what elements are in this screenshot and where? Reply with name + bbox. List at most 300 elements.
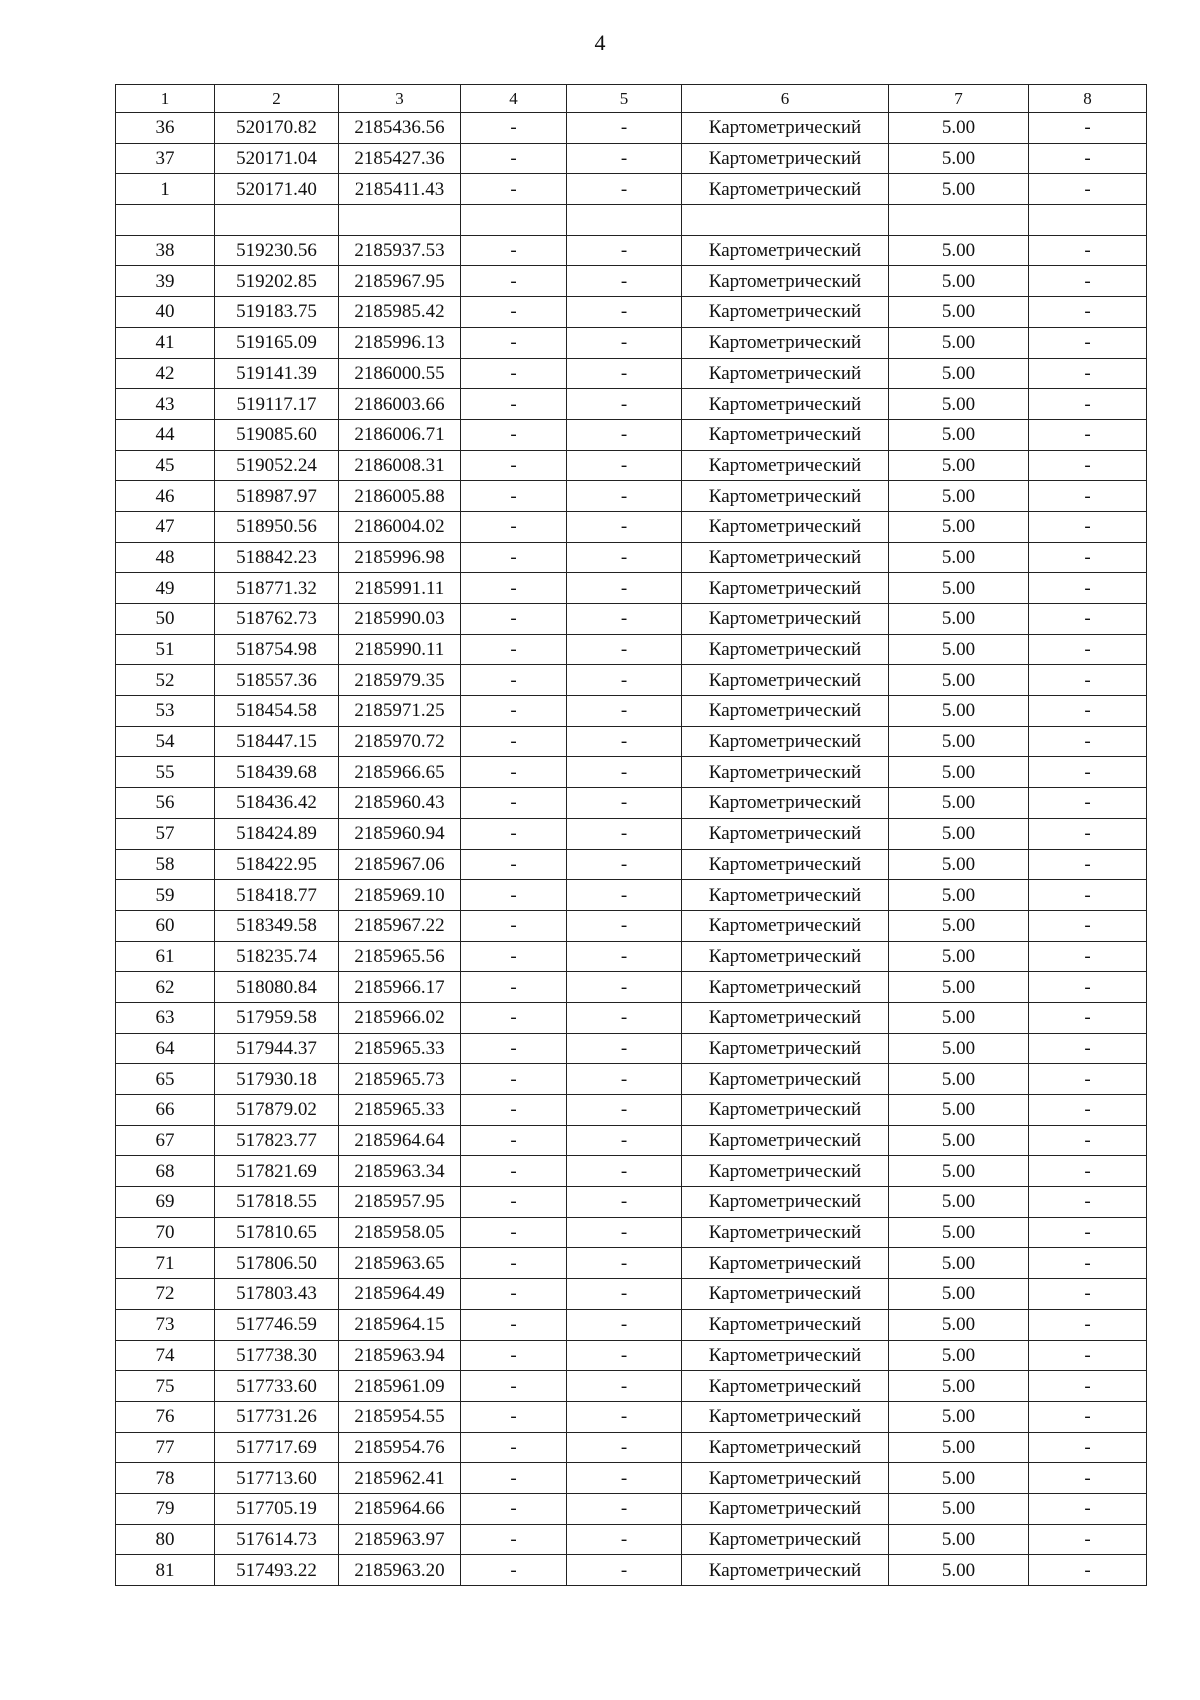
- x-coordinate-cell: 518447.15: [215, 726, 339, 757]
- point-number-cell: 53: [116, 696, 215, 727]
- y-coordinate-cell: 2185969.10: [339, 880, 461, 911]
- col8-cell: -: [1029, 696, 1147, 727]
- method-cell: Картометрический: [682, 1340, 889, 1371]
- x-coordinate-cell: 517806.50: [215, 1248, 339, 1279]
- method-cell: Картометрический: [682, 481, 889, 512]
- method-cell: Картометрический: [682, 358, 889, 389]
- table-row: [116, 1432, 1147, 1463]
- method-cell: Картометрический: [682, 818, 889, 849]
- accuracy-cell: 5.00: [889, 788, 1029, 819]
- coordinates-table: [115, 84, 1147, 1586]
- y-coordinate-cell: 2185964.49: [339, 1279, 461, 1310]
- accuracy-cell: 5.00: [889, 818, 1029, 849]
- point-number-cell: 69: [116, 1187, 215, 1218]
- table-row: [116, 910, 1147, 941]
- table-row: [116, 389, 1147, 420]
- table-row: [116, 1156, 1147, 1187]
- x-coordinate-cell: 518349.58: [215, 910, 339, 941]
- table-row: [116, 511, 1147, 542]
- table-row: [116, 1463, 1147, 1494]
- col8-cell: -: [1029, 972, 1147, 1003]
- point-number-cell: 77: [116, 1432, 215, 1463]
- col5-cell: -: [567, 511, 682, 542]
- y-coordinate-cell: 2185990.11: [339, 634, 461, 665]
- y-coordinate-cell: 2185966.17: [339, 972, 461, 1003]
- accuracy-cell: 5.00: [889, 634, 1029, 665]
- col8-cell: -: [1029, 1217, 1147, 1248]
- x-coordinate-cell: 517810.65: [215, 1217, 339, 1248]
- col4-cell: -: [461, 818, 567, 849]
- col5-cell: -: [567, 726, 682, 757]
- col8-cell: -: [1029, 1493, 1147, 1524]
- point-number-cell: 48: [116, 542, 215, 573]
- col5-cell: -: [567, 1217, 682, 1248]
- table-row: [116, 1340, 1147, 1371]
- y-coordinate-cell: 2185990.03: [339, 604, 461, 635]
- col4-cell: -: [461, 849, 567, 880]
- y-coordinate-cell: 2186008.31: [339, 450, 461, 481]
- col5-cell: -: [567, 1524, 682, 1555]
- point-number-cell: 44: [116, 419, 215, 450]
- accuracy-cell: 5.00: [889, 1033, 1029, 1064]
- col4-cell: -: [461, 1555, 567, 1586]
- y-coordinate-cell: 2185971.25: [339, 696, 461, 727]
- point-number-cell: 42: [116, 358, 215, 389]
- x-coordinate-cell: 519183.75: [215, 297, 339, 328]
- accuracy-cell: 5.00: [889, 1463, 1029, 1494]
- y-coordinate-cell: 2185954.55: [339, 1401, 461, 1432]
- method-cell: Картометрический: [682, 143, 889, 174]
- table-row: [116, 113, 1147, 144]
- col5-cell: -: [567, 941, 682, 972]
- method-cell: Картометрический: [682, 1002, 889, 1033]
- table-row: [116, 972, 1147, 1003]
- x-coordinate-cell: 518436.42: [215, 788, 339, 819]
- col5-cell: -: [567, 1095, 682, 1126]
- x-coordinate-cell: 518771.32: [215, 573, 339, 604]
- x-coordinate-cell: 517879.02: [215, 1095, 339, 1126]
- x-coordinate-cell: 517821.69: [215, 1156, 339, 1187]
- point-number-cell: 62: [116, 972, 215, 1003]
- col4-cell: -: [461, 880, 567, 911]
- accuracy-cell: 5.00: [889, 1002, 1029, 1033]
- accuracy-cell: 5.00: [889, 113, 1029, 144]
- x-coordinate-cell: 517705.19: [215, 1493, 339, 1524]
- col4-cell: -: [461, 1463, 567, 1494]
- method-cell: Картометрический: [682, 941, 889, 972]
- y-coordinate-cell: 2185961.09: [339, 1371, 461, 1402]
- method-cell: Картометрический: [682, 880, 889, 911]
- col4-cell: -: [461, 358, 567, 389]
- accuracy-cell: 5.00: [889, 327, 1029, 358]
- point-number-cell: 73: [116, 1309, 215, 1340]
- x-coordinate-cell: 520171.40: [215, 174, 339, 205]
- accuracy-cell: 5.00: [889, 297, 1029, 328]
- y-coordinate-cell: 2185960.43: [339, 788, 461, 819]
- y-coordinate-cell: 2185967.22: [339, 910, 461, 941]
- table-row: [116, 941, 1147, 972]
- method-cell: Картометрический: [682, 910, 889, 941]
- col8-cell: -: [1029, 1187, 1147, 1218]
- point-number-cell: 57: [116, 818, 215, 849]
- col4-cell: -: [461, 1095, 567, 1126]
- col8-cell: -: [1029, 389, 1147, 420]
- table-row: [116, 450, 1147, 481]
- table-row: [116, 849, 1147, 880]
- point-number-cell: 37: [116, 143, 215, 174]
- x-coordinate-cell: 519085.60: [215, 419, 339, 450]
- col4-cell: -: [461, 1156, 567, 1187]
- col4-cell: -: [461, 481, 567, 512]
- col4-cell: -: [461, 573, 567, 604]
- y-coordinate-cell: 2185966.02: [339, 1002, 461, 1033]
- point-number-cell: 52: [116, 665, 215, 696]
- col5-cell: -: [567, 450, 682, 481]
- col8-cell: -: [1029, 634, 1147, 665]
- col8-cell: -: [1029, 297, 1147, 328]
- x-coordinate-cell: 518080.84: [215, 972, 339, 1003]
- col8-cell: -: [1029, 757, 1147, 788]
- table-row: [116, 604, 1147, 635]
- col4-cell: -: [461, 757, 567, 788]
- col8-cell: -: [1029, 604, 1147, 635]
- col8-cell: -: [1029, 1002, 1147, 1033]
- col8-cell: -: [1029, 1033, 1147, 1064]
- table-row: [116, 665, 1147, 696]
- col5-cell: -: [567, 1555, 682, 1586]
- point-number-cell: 50: [116, 604, 215, 635]
- table-row: [116, 297, 1147, 328]
- col5-cell: -: [567, 419, 682, 450]
- point-number-cell: 71: [116, 1248, 215, 1279]
- point-number-cell: 68: [116, 1156, 215, 1187]
- x-coordinate-cell: 518439.68: [215, 757, 339, 788]
- accuracy-cell: 5.00: [889, 573, 1029, 604]
- col5-cell: -: [567, 573, 682, 604]
- accuracy-cell: 5.00: [889, 910, 1029, 941]
- point-number-cell: 40: [116, 297, 215, 328]
- table-row: [116, 143, 1147, 174]
- col5-cell: -: [567, 389, 682, 420]
- col8-cell: -: [1029, 849, 1147, 880]
- x-coordinate-cell: 517738.30: [215, 1340, 339, 1371]
- y-coordinate-cell: 2185963.97: [339, 1524, 461, 1555]
- accuracy-cell: 5.00: [889, 696, 1029, 727]
- y-coordinate-cell: 2185427.36: [339, 143, 461, 174]
- y-coordinate-cell: 2186005.88: [339, 481, 461, 512]
- method-cell: Картометрический: [682, 604, 889, 635]
- method-cell: Картометрический: [682, 389, 889, 420]
- col5-cell: -: [567, 1156, 682, 1187]
- accuracy-cell: 5.00: [889, 1555, 1029, 1586]
- accuracy-cell: 5.00: [889, 481, 1029, 512]
- method-cell: Картометрический: [682, 1033, 889, 1064]
- x-coordinate-cell: 517731.26: [215, 1401, 339, 1432]
- accuracy-cell: 5.00: [889, 972, 1029, 1003]
- point-number-cell: 41: [116, 327, 215, 358]
- method-cell: Картометрический: [682, 174, 889, 205]
- col4-cell: -: [461, 1002, 567, 1033]
- x-coordinate-cell: 518235.74: [215, 941, 339, 972]
- col5-cell: -: [567, 1463, 682, 1494]
- table-row: [116, 1248, 1147, 1279]
- column-header: 3: [339, 85, 461, 113]
- col8-cell: -: [1029, 113, 1147, 144]
- col5-cell: -: [567, 266, 682, 297]
- method-cell: Картометрический: [682, 266, 889, 297]
- y-coordinate-cell: 2185954.76: [339, 1432, 461, 1463]
- accuracy-cell: 5.00: [889, 1309, 1029, 1340]
- col5-cell: -: [567, 634, 682, 665]
- accuracy-cell: 5.00: [889, 266, 1029, 297]
- col8-cell: -: [1029, 481, 1147, 512]
- x-coordinate-cell: 517944.37: [215, 1033, 339, 1064]
- y-coordinate-cell: 2185411.43: [339, 174, 461, 205]
- y-coordinate-cell: 2185967.06: [339, 849, 461, 880]
- column-header: 1: [116, 85, 215, 113]
- point-number-cell: 64: [116, 1033, 215, 1064]
- col4-cell: -: [461, 1401, 567, 1432]
- col4-cell: -: [461, 726, 567, 757]
- point-number-cell: 43: [116, 389, 215, 420]
- col4-cell: -: [461, 665, 567, 696]
- col8-cell: -: [1029, 818, 1147, 849]
- col8-cell: -: [1029, 1064, 1147, 1095]
- table-row: [116, 327, 1147, 358]
- column-header: 2: [215, 85, 339, 113]
- table-row: [116, 1401, 1147, 1432]
- col5-cell: -: [567, 1309, 682, 1340]
- accuracy-cell: 5.00: [889, 450, 1029, 481]
- col5-cell: -: [567, 297, 682, 328]
- y-coordinate-cell: 2185965.33: [339, 1033, 461, 1064]
- point-number-cell: 72: [116, 1279, 215, 1310]
- method-cell: Картометрический: [682, 1432, 889, 1463]
- table-row: [116, 1095, 1147, 1126]
- col4-cell: -: [461, 1371, 567, 1402]
- table-row: [116, 1064, 1147, 1095]
- table-row: [116, 573, 1147, 604]
- col4-cell: -: [461, 634, 567, 665]
- y-coordinate-cell: 2185996.98: [339, 542, 461, 573]
- col8-cell: -: [1029, 726, 1147, 757]
- col8-cell: -: [1029, 941, 1147, 972]
- point-number-cell: 38: [116, 235, 215, 266]
- method-cell: Картометрический: [682, 665, 889, 696]
- col4-cell: -: [461, 266, 567, 297]
- table-row: [116, 757, 1147, 788]
- col4-cell: -: [461, 941, 567, 972]
- col5-cell: -: [567, 788, 682, 819]
- column-header: 6: [682, 85, 889, 113]
- x-coordinate-cell: 517493.22: [215, 1555, 339, 1586]
- method-cell: Картометрический: [682, 972, 889, 1003]
- col4-cell: -: [461, 1279, 567, 1310]
- method-cell: Картометрический: [682, 573, 889, 604]
- table-row: [116, 542, 1147, 573]
- y-coordinate-cell: 2185964.15: [339, 1309, 461, 1340]
- accuracy-cell: [889, 205, 1029, 236]
- col8-cell: -: [1029, 327, 1147, 358]
- col4-cell: -: [461, 113, 567, 144]
- point-number-cell: 79: [116, 1493, 215, 1524]
- table-row: [116, 726, 1147, 757]
- method-cell: Картометрический: [682, 1095, 889, 1126]
- accuracy-cell: 5.00: [889, 1248, 1029, 1279]
- table-row: [116, 788, 1147, 819]
- col8-cell: -: [1029, 450, 1147, 481]
- col8-cell: -: [1029, 143, 1147, 174]
- accuracy-cell: 5.00: [889, 941, 1029, 972]
- method-cell: Картометрический: [682, 1401, 889, 1432]
- table-row: [116, 880, 1147, 911]
- x-coordinate-cell: 518762.73: [215, 604, 339, 635]
- col5-cell: -: [567, 113, 682, 144]
- page-number: 4: [594, 30, 606, 55]
- x-coordinate-cell: 519117.17: [215, 389, 339, 420]
- method-cell: Картометрический: [682, 511, 889, 542]
- table-row: [116, 266, 1147, 297]
- method-cell: Картометрический: [682, 696, 889, 727]
- method-cell: Картометрический: [682, 1064, 889, 1095]
- x-coordinate-cell: 517959.58: [215, 1002, 339, 1033]
- y-coordinate-cell: 2185958.05: [339, 1217, 461, 1248]
- point-number-cell: 59: [116, 880, 215, 911]
- x-coordinate-cell: 519165.09: [215, 327, 339, 358]
- col4-cell: -: [461, 1248, 567, 1279]
- table-body: [116, 85, 1147, 1586]
- method-cell: Картометрический: [682, 1555, 889, 1586]
- method-cell: Картометрический: [682, 1463, 889, 1494]
- col8-cell: -: [1029, 788, 1147, 819]
- table-row: [116, 1524, 1147, 1555]
- table-row: [116, 419, 1147, 450]
- col4-cell: -: [461, 1309, 567, 1340]
- col8-cell: -: [1029, 910, 1147, 941]
- col4-cell: -: [461, 297, 567, 328]
- col5-cell: -: [567, 1033, 682, 1064]
- accuracy-cell: 5.00: [889, 1125, 1029, 1156]
- x-coordinate-cell: 519052.24: [215, 450, 339, 481]
- y-coordinate-cell: 2185963.65: [339, 1248, 461, 1279]
- x-coordinate-cell: 518424.89: [215, 818, 339, 849]
- point-number-cell: 60: [116, 910, 215, 941]
- col5-cell: -: [567, 481, 682, 512]
- x-coordinate-cell: 517818.55: [215, 1187, 339, 1218]
- accuracy-cell: 5.00: [889, 389, 1029, 420]
- table-row: [116, 696, 1147, 727]
- col8-cell: -: [1029, 1401, 1147, 1432]
- accuracy-cell: 5.00: [889, 542, 1029, 573]
- col5-cell: -: [567, 143, 682, 174]
- point-number-cell: 81: [116, 1555, 215, 1586]
- col4-cell: -: [461, 1187, 567, 1218]
- method-cell: Картометрический: [682, 849, 889, 880]
- method-cell: Картометрический: [682, 1493, 889, 1524]
- accuracy-cell: 5.00: [889, 511, 1029, 542]
- y-coordinate-cell: 2185965.73: [339, 1064, 461, 1095]
- table-row: [116, 1493, 1147, 1524]
- method-cell: Картометрический: [682, 327, 889, 358]
- col8-cell: -: [1029, 1125, 1147, 1156]
- col8-cell: -: [1029, 1156, 1147, 1187]
- table-row: [116, 1217, 1147, 1248]
- col4-cell: -: [461, 972, 567, 1003]
- point-number-cell: 56: [116, 788, 215, 819]
- col4-cell: -: [461, 419, 567, 450]
- accuracy-cell: 5.00: [889, 1524, 1029, 1555]
- x-coordinate-cell: 517733.60: [215, 1371, 339, 1402]
- col8-cell: -: [1029, 174, 1147, 205]
- method-cell: Картометрический: [682, 1279, 889, 1310]
- method-cell: Картометрический: [682, 1309, 889, 1340]
- col5-cell: -: [567, 818, 682, 849]
- table-row: [116, 1125, 1147, 1156]
- col4-cell: -: [461, 389, 567, 420]
- y-coordinate-cell: 2186000.55: [339, 358, 461, 389]
- col4-cell: -: [461, 1125, 567, 1156]
- accuracy-cell: 5.00: [889, 757, 1029, 788]
- col5-cell: [567, 205, 682, 236]
- method-cell: Картометрический: [682, 297, 889, 328]
- x-coordinate-cell: 518950.56: [215, 511, 339, 542]
- table-row: [116, 1555, 1147, 1586]
- accuracy-cell: 5.00: [889, 1401, 1029, 1432]
- point-number-cell: 39: [116, 266, 215, 297]
- y-coordinate-cell: 2186006.71: [339, 419, 461, 450]
- x-coordinate-cell: 517930.18: [215, 1064, 339, 1095]
- y-coordinate-cell: 2185436.56: [339, 113, 461, 144]
- y-coordinate-cell: 2185996.13: [339, 327, 461, 358]
- accuracy-cell: 5.00: [889, 1432, 1029, 1463]
- col5-cell: -: [567, 1279, 682, 1310]
- x-coordinate-cell: [215, 205, 339, 236]
- col5-cell: -: [567, 1371, 682, 1402]
- col8-cell: -: [1029, 542, 1147, 573]
- col4-cell: -: [461, 604, 567, 635]
- method-cell: Картометрический: [682, 419, 889, 450]
- col8-cell: -: [1029, 419, 1147, 450]
- col4-cell: -: [461, 696, 567, 727]
- col8-cell: [1029, 205, 1147, 236]
- col8-cell: -: [1029, 1555, 1147, 1586]
- method-cell: Картометрический: [682, 1371, 889, 1402]
- col4-cell: -: [461, 1033, 567, 1064]
- y-coordinate-cell: 2185965.33: [339, 1095, 461, 1126]
- col8-cell: -: [1029, 1371, 1147, 1402]
- col4-cell: [461, 205, 567, 236]
- x-coordinate-cell: 518422.95: [215, 849, 339, 880]
- point-number-cell: 67: [116, 1125, 215, 1156]
- table-row: [116, 634, 1147, 665]
- col5-cell: -: [567, 972, 682, 1003]
- x-coordinate-cell: 517823.77: [215, 1125, 339, 1156]
- point-number-cell: 55: [116, 757, 215, 788]
- y-coordinate-cell: 2185979.35: [339, 665, 461, 696]
- x-coordinate-cell: 519202.85: [215, 266, 339, 297]
- y-coordinate-cell: 2185964.64: [339, 1125, 461, 1156]
- col8-cell: -: [1029, 511, 1147, 542]
- col4-cell: -: [461, 511, 567, 542]
- x-coordinate-cell: 519230.56: [215, 235, 339, 266]
- col8-cell: -: [1029, 573, 1147, 604]
- x-coordinate-cell: 520170.82: [215, 113, 339, 144]
- col4-cell: -: [461, 174, 567, 205]
- x-coordinate-cell: 520171.04: [215, 143, 339, 174]
- x-coordinate-cell: 517717.69: [215, 1432, 339, 1463]
- point-number-cell: 76: [116, 1401, 215, 1432]
- y-coordinate-cell: 2185937.53: [339, 235, 461, 266]
